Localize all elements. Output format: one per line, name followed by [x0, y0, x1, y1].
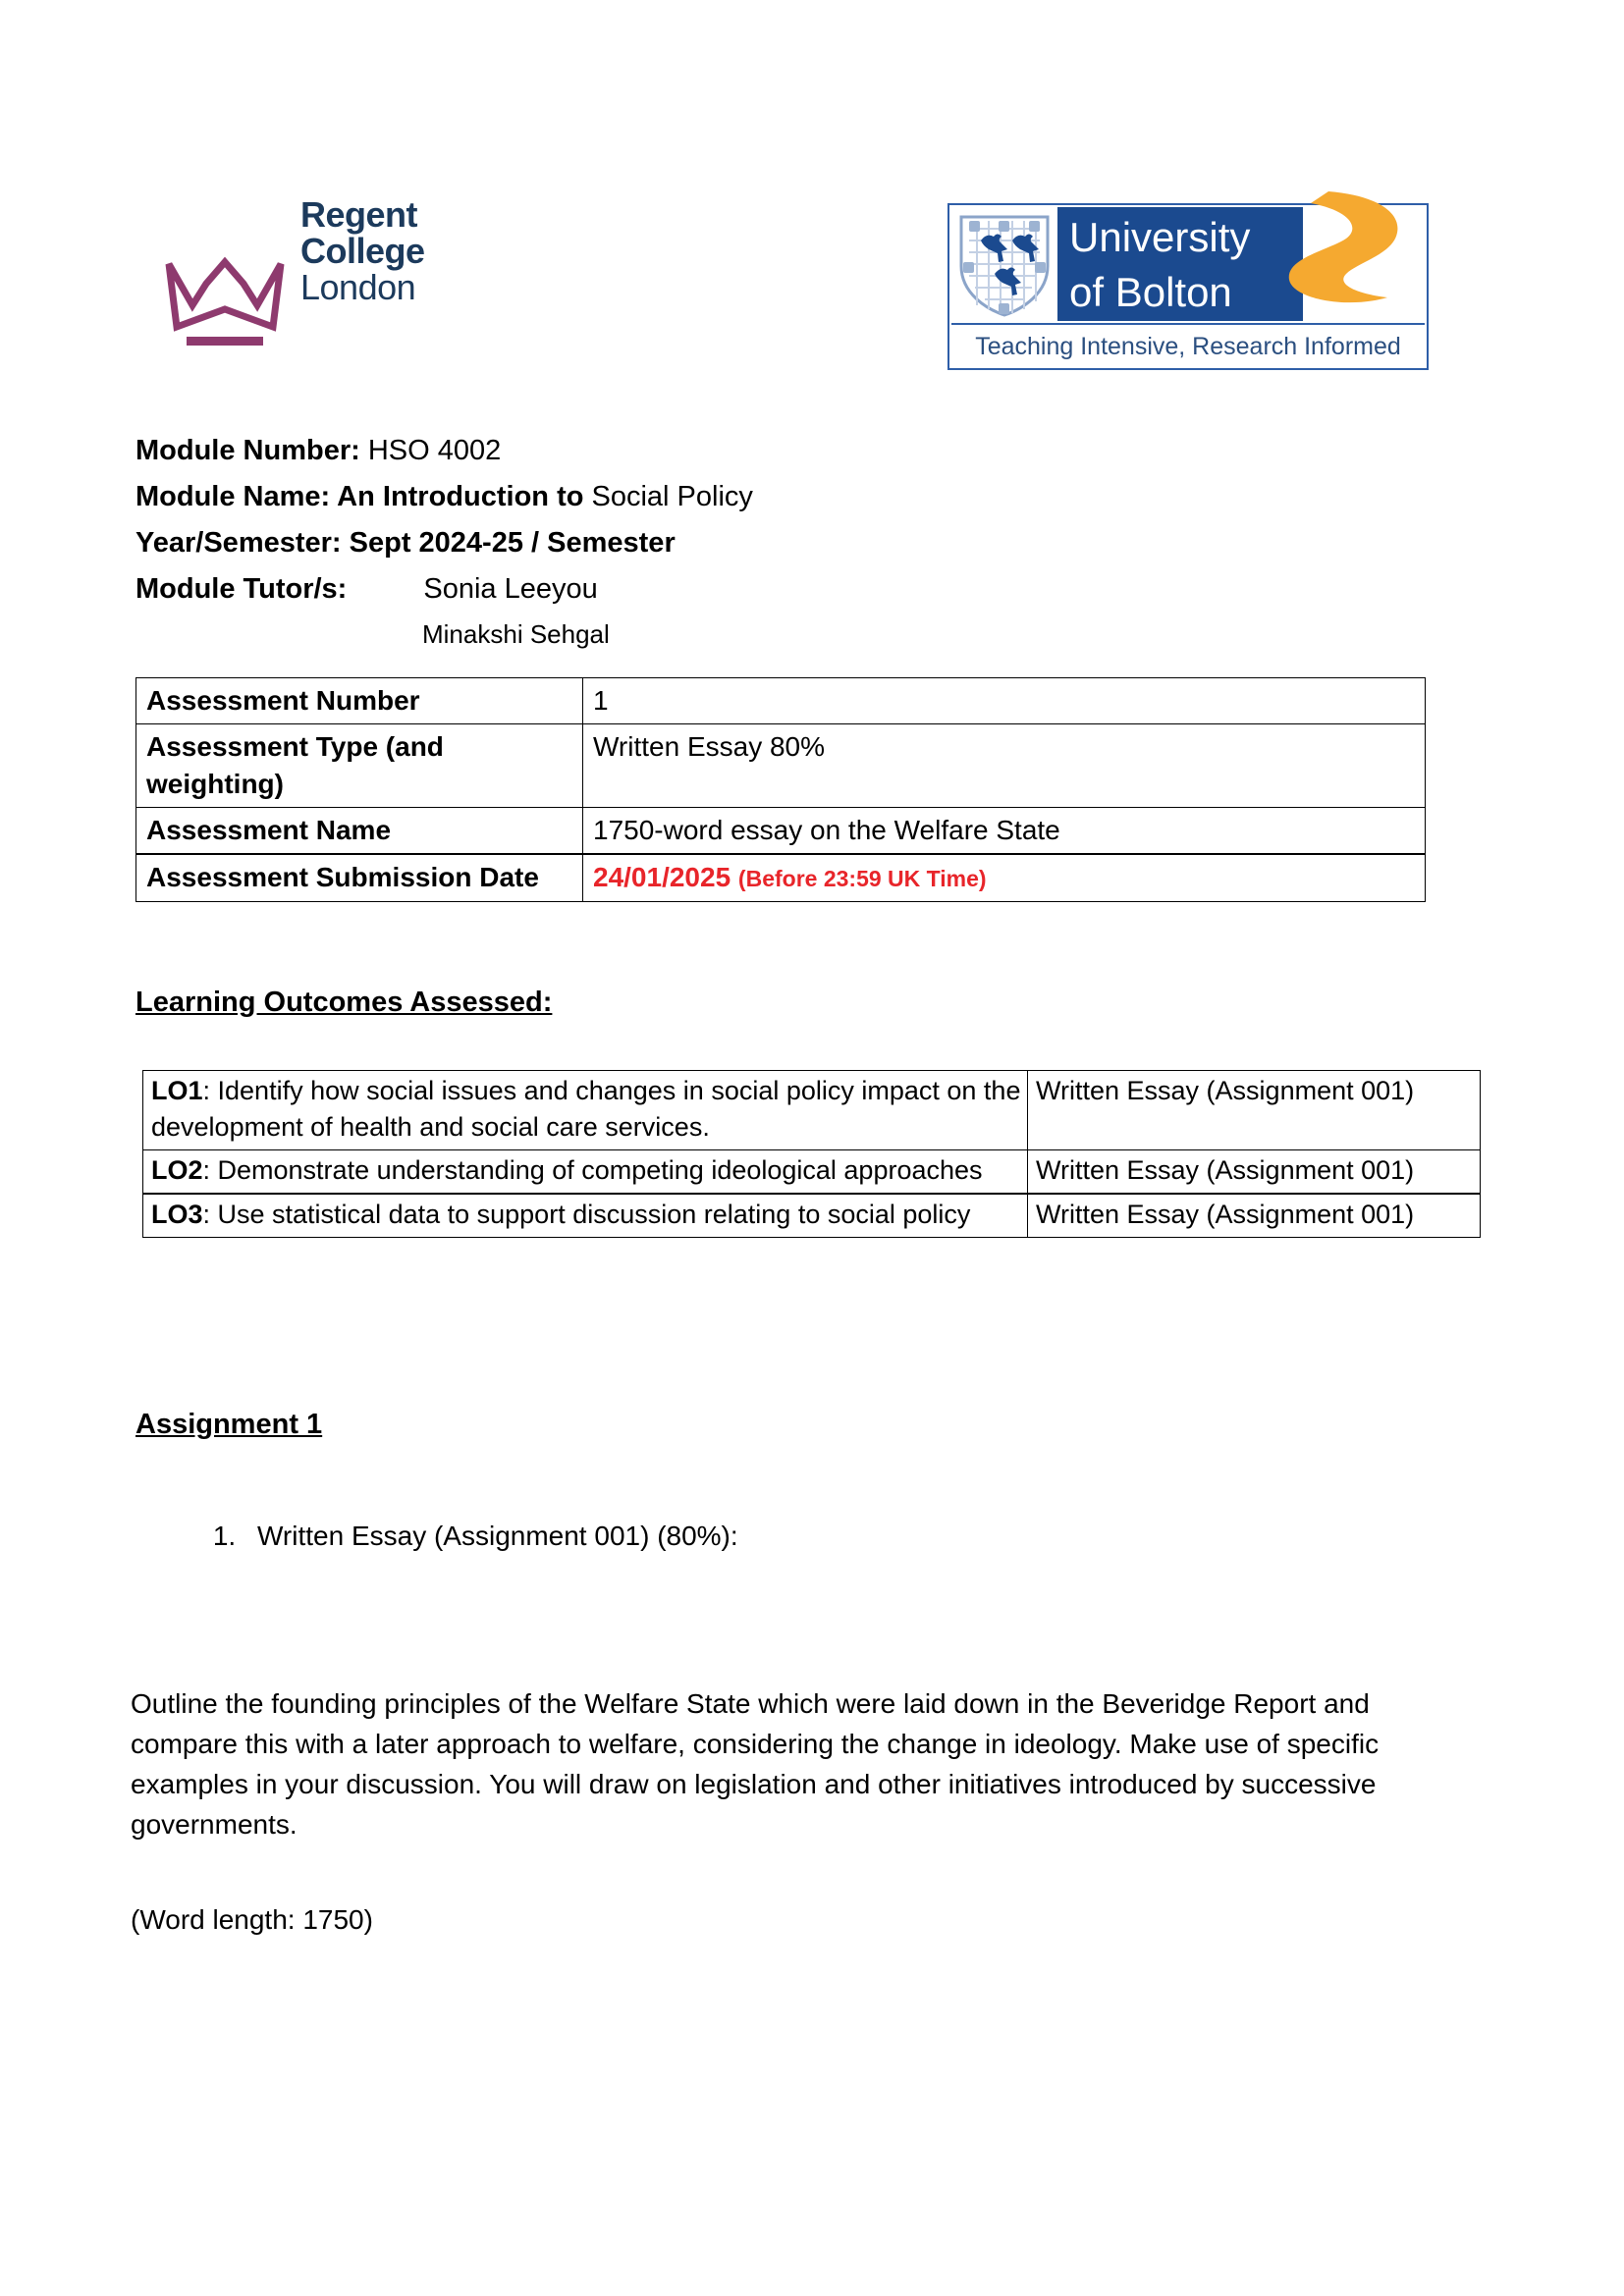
table-row	[136, 854, 1426, 902]
lo3-text: : Use statistical data to support discussion relating to social policy	[202, 1200, 971, 1229]
module-number-value: HSO 4002	[367, 435, 502, 466]
assignment-prompt-paragraph: Outline the founding principles of the Welfare State which were laid down in the Beveridge Report and compare this with a later approach to welfare, considering the change in ideology. Make use of specific examples in your discussion. You will draw on legislation and other initiatives introduced by successive governments.	[131, 1688, 1380, 1840]
swoosh-icon	[1273, 189, 1431, 322]
lo2-tag: LO2	[151, 1155, 203, 1185]
university-of-bolton-logo	[947, 203, 1429, 370]
lo3-tag: LO3	[151, 1200, 203, 1229]
lo2-assessment: Written Essay (Assignment 001)	[1028, 1150, 1481, 1195]
assessment-type-value: Written Essay 80%	[583, 724, 1426, 808]
regent-line-2: College	[300, 231, 425, 271]
year-semester-line	[135, 520, 1510, 566]
crown-icon	[165, 250, 285, 348]
lo2-description	[143, 1150, 1028, 1195]
assessment-number-value: 1	[583, 678, 1426, 724]
assessment-name-label: Assessment Name	[136, 808, 583, 855]
lo3-assessment: Written Essay (Assignment 001)	[1028, 1194, 1481, 1238]
table-row	[136, 724, 1426, 808]
lo1-description	[143, 1071, 1028, 1150]
list-item	[244, 1517, 1520, 1556]
module-tutor-line	[135, 566, 1510, 613]
logo-band	[0, 187, 1624, 383]
bolton-name-line-2: of Bolton	[1069, 269, 1232, 315]
word-length-paragraph: (Word length: 1750)	[131, 1904, 373, 1935]
module-name-line	[135, 474, 1510, 520]
learning-outcomes-table	[142, 1070, 1481, 1238]
regent-line-1: Regent	[300, 194, 418, 235]
bolton-name-plate	[1057, 207, 1303, 321]
bolton-logo-top	[949, 205, 1427, 323]
table-row	[136, 808, 1426, 855]
heraldic-shield-icon	[951, 207, 1057, 321]
module-name-value: Social Policy	[591, 481, 753, 512]
table-row	[143, 1194, 1481, 1238]
table-row	[136, 678, 1426, 724]
module-tutor-1: Sonia Leeyou	[423, 573, 598, 605]
bolton-wordmark	[1069, 210, 1250, 320]
table-row	[143, 1071, 1481, 1150]
module-number-line	[135, 428, 1510, 474]
regent-line-3: London	[300, 267, 416, 307]
module-number-label: Module Number:	[135, 435, 360, 466]
assessment-name-value: 1750-word essay on the Welfare State	[583, 808, 1426, 855]
assignment-list	[135, 1517, 1520, 1556]
module-details-block	[135, 428, 1510, 656]
assignment-list-item-1: Written Essay (Assignment 001) (80%):	[257, 1521, 738, 1551]
module-name-label: Module Name: An Introduction to	[135, 481, 584, 512]
lo2-text: : Demonstrate understanding of competing ideological approaches	[202, 1155, 983, 1185]
lo3-description	[143, 1194, 1028, 1238]
module-tutor-label: Module Tutor/s:	[135, 573, 348, 605]
lo1-text: : Identify how social issues and changes in social policy impact on the development of health and social care services.	[151, 1076, 1021, 1142]
submission-date-label: Assessment Submission Date	[136, 854, 583, 902]
module-tutor-2: Minakshi Sehgal	[422, 619, 610, 649]
assessment-details-table	[135, 677, 1426, 902]
assessment-type-label: Assessment Type (and weighting)	[136, 724, 583, 808]
submission-date-note: (Before 23:59 UK Time)	[737, 866, 987, 891]
learning-outcomes-heading: Learning Outcomes Assessed:	[135, 987, 553, 1018]
year-semester-value: Year/Semester: Sept 2024-25 / Semester	[135, 527, 676, 559]
regent-college-logo	[165, 196, 489, 373]
assessment-number-label: Assessment Number	[136, 678, 583, 724]
submission-date-cell	[583, 854, 1426, 902]
bolton-tagline: Teaching Intensive, Research Informed	[975, 333, 1401, 360]
table-row	[143, 1150, 1481, 1195]
regent-college-wordmark	[300, 196, 497, 305]
bolton-name-line-1: University	[1069, 214, 1251, 260]
assignment-heading: Assignment 1	[135, 1409, 323, 1440]
lo1-tag: LO1	[151, 1076, 203, 1105]
submission-date-value: 24/01/2025	[593, 862, 731, 892]
lo1-assessment: Written Essay (Assignment 001)	[1028, 1071, 1481, 1150]
